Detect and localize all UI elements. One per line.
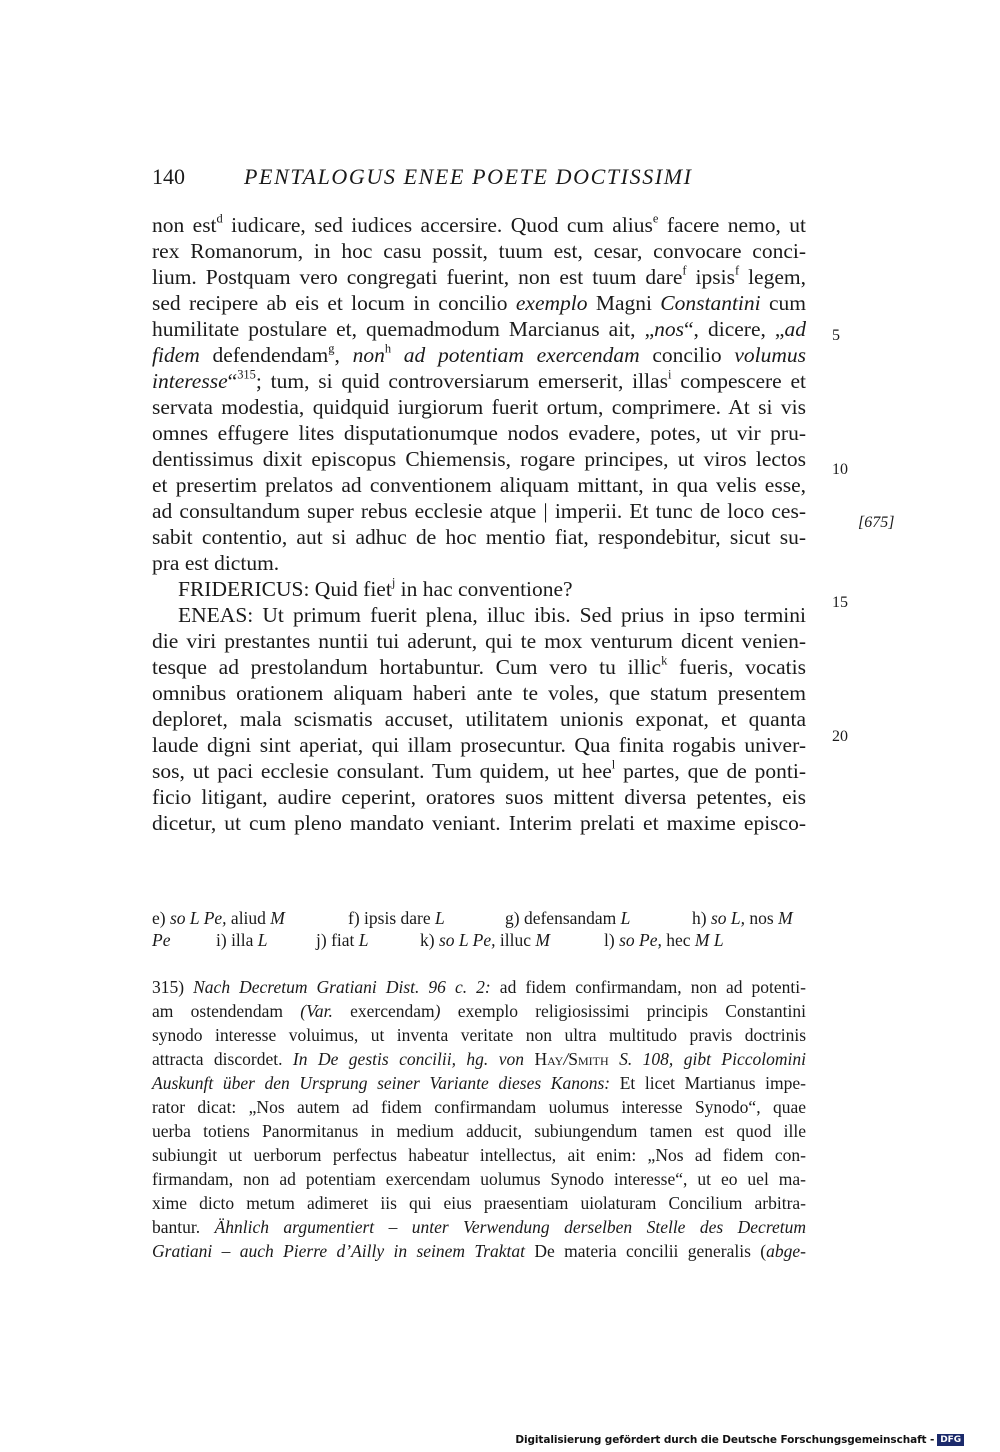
footnote-line: am ostendendam (Var. exercendam) exemplo religiosissimi principis Constantini [152, 1001, 807, 1021]
variant-note: h) so L, nos M [692, 908, 793, 928]
text-line: tesque ad prestolandum hortabuntur. Cum vero tu illic$^k$ fueris, vocatis [152, 653, 806, 679]
line-number: 20 [832, 728, 848, 745]
text-line: omnibus orationem aliquam haberi ante te voles, que statum presentem [152, 681, 806, 705]
text-line: humilitate postulare et, quemadmodum Marcianus ait, „nos“, dicere, „ad [152, 317, 806, 341]
text-line: ad consultandum super rebus ecclesie atque | imperii. Et tunc de loco ces- [152, 499, 806, 523]
edition-page-ref: [675] [858, 514, 895, 531]
text-line: dicetur, ut cum pleno mandato veniant. Interim prelati et maxime episco- [152, 811, 806, 835]
footnote-line: rator dicat: „Nos autem ad fidem confirmandam uolumus interesse Synodo“, quae [152, 1097, 806, 1117]
variant-note: g) defensandam L [505, 908, 631, 928]
variant-note: l) so Pe, hec M L [604, 930, 724, 950]
page-number: 140 [152, 164, 185, 189]
text-line: die viri prestantes nuntii tui aderunt, qui te mox venturum dicent venien- [152, 629, 806, 653]
variant-note: e) so L Pe, aliud M [152, 908, 285, 928]
text-line: pra est dictum. [152, 551, 280, 575]
footnote-line: bantur. Ähnlich argumentiert – unter Verwendung derselben Stelle des Decretum [152, 1217, 807, 1237]
line-number: 10 [832, 461, 848, 478]
variant-note: i) illa L [216, 930, 268, 950]
variant-note: f) ipsis dare L [348, 908, 445, 928]
line-number: 15 [832, 594, 848, 611]
text-line: lium. Postquam vero congregati fuerint, non est tuum dare$^f$ ipsis$^f$ legem, [152, 263, 806, 289]
footnote-line: attracta discordet. In De gestis concilii, hg. von Hay/Smith S. 108, gibt Piccolomini [152, 1049, 806, 1069]
apparatus-line [152, 929, 806, 951]
footnote-line: xime dicto metum adimeret iis qui eius praesentiam uiolaturam Concilium arbitra- [152, 1193, 806, 1213]
footnote-line: firmandam, non ad potentiam exercendam uolumus Synodo interesse“, ut eo uel ma- [152, 1169, 806, 1189]
text-line: laude digni sint aperiat, qui illam prosecuntur. Qua finita rogabis univer- [152, 733, 806, 757]
text-line: FRIDERICUS: Quid fiet$^j$ in hac conventione? [178, 575, 573, 601]
footnote-line: uerba totiens Panormitanus in medium adducit, subiungendum tamen est quod ille [152, 1121, 806, 1141]
dfg-logo: DFG [937, 1434, 964, 1446]
credit-text: Digitalisierung gefördert durch die Deutsche Forschungsgemeinschaft - [515, 1434, 935, 1446]
text-line: sos, ut paci ecclesie consulant. Tum quidem, ut hee$^l$ partes, que de ponti- [152, 757, 807, 783]
footnote-line: Auskunft über den Ursprung seiner Variante dieses Kanons: Et licet Martianus impe- [152, 1073, 806, 1093]
text-line: dentissimus dixit episcopus Chiemensis, rogare principes, ut viros lectos [152, 447, 806, 471]
footnote-line: subiungit ut uerborum perfectus habeatur intellectus, ait enim: „Nos ad fidem con- [152, 1145, 806, 1165]
text-line: interesse“$^{315}$; tum, si quid controversiarum emerserit, illas$^i$ compescere et [152, 367, 806, 393]
running-title: PENTALOGUS ENEE POETE DOCTISSIMI [244, 164, 693, 189]
footnote-line: synodo interesse voluimus, ut inventa veritate non ultra multitudo pravis doctrinis [152, 1025, 806, 1045]
footnote-line: 315) Nach Decretum Gratiani Dist. 96 c. 2: ad fidem confirmandam, non ad potenti- [152, 977, 806, 997]
text-line: omnes effugere lites disputationumque nodos evadere, potes, ut vir pru- [152, 421, 806, 445]
text-line: sabit contentio, aut si adhuc de hoc mentio fiat, respondebitur, sicut su- [152, 525, 806, 549]
variant-note-cont: Pe [152, 930, 171, 950]
text-line: deploret, mala scismatis accuset, utilitatem unionis exponat, et quanta [152, 707, 806, 731]
footnote-line: Gratiani – auch Pierre d’Ailly in seinem Traktat De materia concilii generalis (abge- [152, 1241, 806, 1261]
footnote-ref: 315 [237, 367, 256, 382]
variant-note: k) so L Pe, illuc M [420, 930, 550, 950]
text-line: ENEAS: Ut primum fuerit plena, illuc ibis. Sed prius in ipso termini [178, 603, 806, 627]
text-line: rex Romanorum, in hoc casu possit, tuum est, cesar, convocare conci- [152, 239, 806, 263]
line-number: 5 [832, 327, 840, 344]
text-line: fidem defendendam$^g$, non$^h$ ad potentiam exercendam concilio volumus [152, 341, 806, 367]
text-line: ficio litigant, audire ceperint, oratores suos mittent diversa petentes, eis [152, 785, 806, 809]
apparatus-line [152, 907, 806, 929]
variant-note: j) fiat L [316, 930, 369, 950]
text-line: servata modestia, quidquid iurgiorum fuerit ortum, comprimere. At si vis [152, 395, 806, 419]
text-line: non est$^d$ iudicare, sed iudices accersire. Quod cum alius$^e$ facere nemo, ut [152, 211, 807, 237]
digitization-credit [515, 1434, 964, 1446]
text-line: sed recipere ab eis et locum in concilio exemplo Magni Constantini cum [152, 291, 806, 315]
text-line: et presertim prelatos ad conventionem aliquam mittant, in qua velis esse, [152, 473, 806, 497]
